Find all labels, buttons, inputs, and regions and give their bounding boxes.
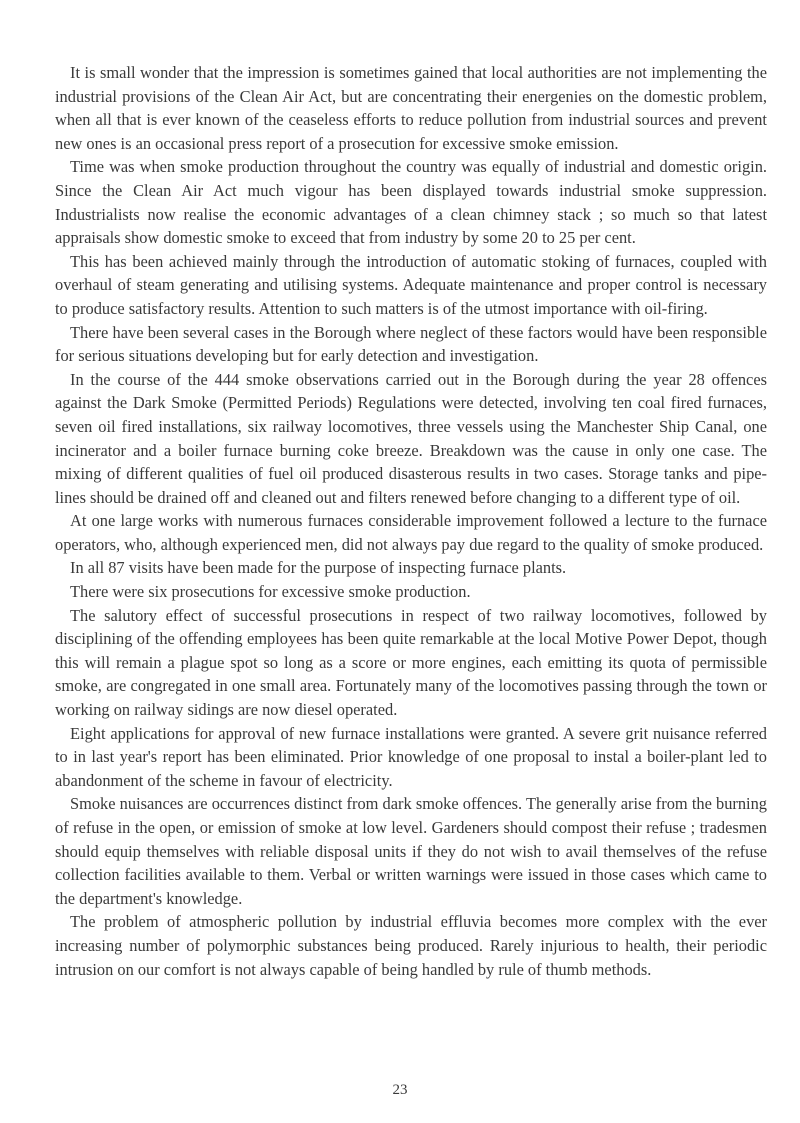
paragraph-11: Smoke nuisances are occurrences distinct from dark smoke offences. The generally arise from the burning of refuse in the open, or emission of smoke at low level. Gardeners should compost their refuse ; tradesmen should equip themselves with reliable disposal units if they do not wish to avail themselves of the refuse collection facilities available to them. Verbal or written warnings were issued in those cases which came to the department's knowledge. <box>55 794 767 908</box>
paragraph-1: It is small wonder that the impression is sometimes gained that local authorities are not implementing the industrial provisions of the Clean Air Act, but are concentrating their energenies on the domestic problem, when all that is ever known of the ceaseless efforts to reduce pollution from industrial sources and prevent new ones is an occasional press report of a prosecution for excessive smoke emission. <box>55 63 767 153</box>
paragraph-7: In all 87 visits have been made for the purpose of inspecting furnace plants. <box>70 558 567 578</box>
body-text <box>55 61 767 981</box>
page-number: 23 <box>392 1082 408 1098</box>
paragraph-3: This has been achieved mainly through the introduction of automatic stoking of furnaces, coupled with overhaul of steam generating and utilising systems. Adequate maintenance and proper control is necessary to produce satisfactory results. Attention to such matters is of the utmost importance with oil-firing. <box>55 251 767 318</box>
paragraph-8: There were six prosecutions for excessive smoke production. <box>70 582 471 602</box>
paragraph-12: The problem of atmospheric pollution by industrial effluvia becomes more complex with the ever increasing number of polymorphic substances being produced. Rarely injurious to health, their periodic intrusion on our comfort is not always capable of being handled by rule of thumb methods. <box>55 912 767 979</box>
paragraph-4: There have been several cases in the Borough where neglect of these factors would have been responsible for serious situations developing but for early detection and investigation. <box>55 322 767 366</box>
paragraph-5: In the course of the 444 smoke observations carried out in the Borough during the year 28 offences against the Dark Smoke (Permitted Periods) Regulations were detected, involving ten coal fired furnaces, seven oil fired installations, six railway locomotives, three vessels using the Manchester Ship Canal, one incinerator and a boiler furnace burning coke breeze. Breakdown was the cause in only one case. The mixing of different qualities of fuel oil produced disasterous results in two cases. Storage tanks and pipe-lines should be drained off and cleaned out and filters renewed before changing to a different type of oil. <box>55 369 767 507</box>
paragraph-9: The salutory effect of successful prosecutions in respect of two railway locomotives, followed by disciplining of the offending employees has been quite remarkable at the local Motive Power Depot, though this will remain a plague spot so long as a score or more engines, each emitting its quota of permissible smoke, are congregated in one small area. Fortunately many of the locomotives passing through the town or working on railway sidings are now diesel operated. <box>55 605 767 720</box>
paragraph-2: Time was when smoke production throughout the country was equally of industrial and domestic origin. Since the Clean Air Act much vigour has been displayed towards industrial smoke suppression. Industrialists now realise the economic advantages of a clean chimney stack ; so much so that latest appraisals show domestic smoke to exceed that from industry by some 20 to 25 per cent. <box>55 157 767 248</box>
paragraph-10: Eight applications for approval of new furnace installations were granted. A severe grit nuisance referred to in last year's report has been eliminated. Prior knowledge of one proposal to instal a boiler-plant led to abandonment of the scheme in favour of electricity. <box>55 723 767 790</box>
paragraph-6: At one large works with numerous furnaces considerable improvement followed a lecture to the furnace operators, who, although experienced men, did not always pay due regard to the quality of smoke produced. <box>55 511 767 554</box>
